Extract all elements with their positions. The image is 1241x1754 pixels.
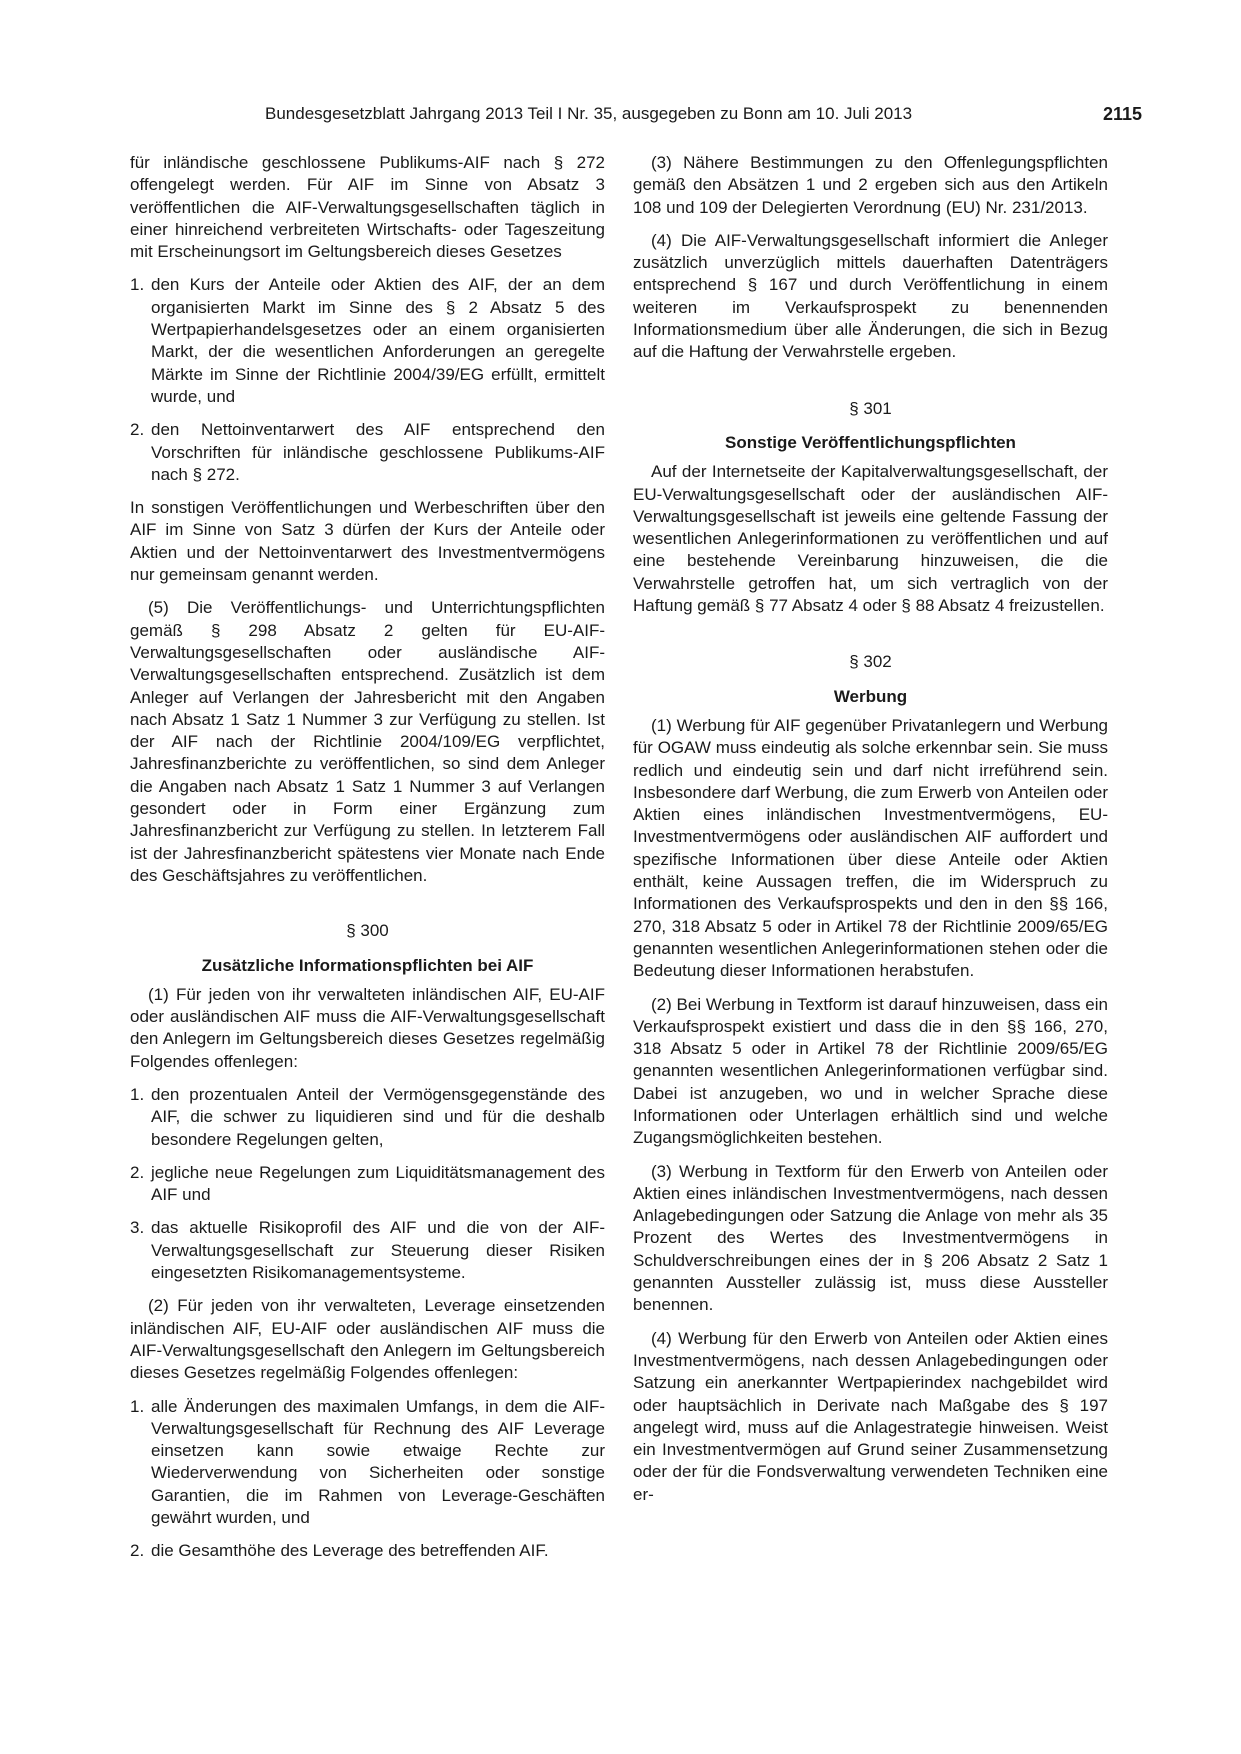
list-item [130,1217,605,1284]
list-item [130,1084,605,1151]
section-300-list-1 [130,1084,605,1284]
section-number-301: § 301 [849,398,892,418]
list-text: das aktuelle Risikoprofil des AIF und die von der AIF-Verwaltungsgesellschaft zur Steuerung dieser Risiken eingesetzten Risikomanagementsysteme. [151,1218,605,1283]
list-item [130,274,605,408]
paragraph-3: (3) Nähere Bestimmungen zu den Offenlegungspflichten gemäß den Absätzen 1 und 2 ergeben sich aus den Artikeln 108 und 109 der Delegierten Verordnung (EU) Nr. 231/2013. [633,153,1108,217]
list-item [130,1162,605,1207]
gazette-title: Bundesgesetzblatt Jahrgang 2013 Teil I Nr. 35, ausgegeben zu Bonn am 10. Juli 2013 [265,104,913,123]
list-text: die Gesamthöhe des Leverage des betreffenden AIF. [151,1541,549,1561]
left-column [130,152,605,1574]
section-302-paragraph-3: (3) Werbung in Textform für den Erwerb von Anteilen oder Aktien eines inländischen Investmentvermögens, nach dessen Anlagebedingungen oder Satzung die Anlage von mehr als 35 Prozent des Wertes des Investmentvermögens in Schuldverschreibungen eines der in § 206 Absatz 2 Satz 1 genannten Aussteller zulässig ist, muss diese Aussteller benennen. [633,1161,1108,1315]
list-number: 3. [130,1218,145,1238]
intro-paragraph: für inländische geschlossene Publikums-AIF nach § 272 offengelegt werden. Für AIF im Sinne von Absatz 3 veröffentlichen die AIF-Verwaltungsgesellschaften täglich in einer hinreichend verbreiteten Wirtschafts- oder Tageszeitung mit Erscheinungsort im Geltungsbereich dieses Gesetzes [130,153,605,262]
list-text: den prozentualen Anteil der Vermögensgegenstände des AIF, die schwer zu liquidieren sind und für die deshalb besondere Regelungen gelten, [151,1084,605,1149]
after-list-paragraph: In sonstigen Veröffentlichungen und Werbeschriften über den AIF im Sinne von Satz 3 dürfen der Kurs der Anteile oder Aktien und der Nettoinventarwert des Investmentvermögens nur gemeinsam genannt werden. [130,498,605,585]
list-text: den Nettoinventarwert des AIF entsprechend den Vorschriften für inländische geschlossene Publikums-AIF nach § 272. [151,420,605,484]
list-number: 1. [130,275,145,295]
section-301-text: Auf der Internetseite der Kapitalverwaltungsgesellschaft, der EU-Verwaltungsgesellschaft oder der ausländischen AIF-Verwaltungsgesellschaft ist jeweils eine geltende Fassung der wesentlichen Anlegerinformationen zu veröffentlichen und auf eine bestehende Vereinbarung hinzuweisen, die die Verwahrstelle getroffen hat, um sich vertraglich von der Haftung gemäß § 77 Absatz 4 oder § 88 Absatz 4 freizustellen. [633,462,1108,616]
section-300-paragraph-2: (2) Für jeden von ihr verwalteten, Leverage einsetzenden inländischen AIF, EU-AIF oder ausländischen AIF muss die AIF-Verwaltungsgesellschaft den Anlegern im Geltungsbereich dieses Gesetzes regelmäßig Folgendes offenlegen: [130,1296,605,1383]
list-text: jegliche neue Regelungen zum Liquiditätsmanagement des AIF und [151,1162,605,1205]
section-300-paragraph-1: (1) Für jeden von ihr verwalteten inländischen AIF, EU-AIF oder ausländischen AIF muss die AIF-Verwaltungsgesellschaft den Anlegern im Geltungsbereich dieses Gesetzes regelmäßig Folgendes offenlegen: [130,984,605,1071]
list-item [130,1396,605,1530]
section-number-302: § 302 [849,652,892,672]
list-number: 1. [130,1396,145,1416]
page-number: 2115 [1102,104,1142,124]
publication-list [130,274,605,486]
page-header [130,101,1142,127]
list-text: den Kurs der Anteile oder Aktien des AIF, der an dem organisierten Markt im Sinne des § 2 Absatz 5 des Wertpapierhandelsgesetzes oder an einem organisierten Markt, der die wesentlichen Anforderungen an geregelte Märkte im Sinne der Richtlinie 2004/39/EG erfüllt, ermittelt wurde, und [151,275,605,406]
section-302-paragraph-2: (2) Bei Werbung in Textform ist darauf hinzuweisen, dass ein Verkaufsprospekt existiert und dass die in den §§ 166, 270, 318 Absatz 5 oder in Artikel 78 der Richtlinie 2009/65/EG genannten wesentlichen Anlegerinformationen verfügbar sind. Dabei ist anzugeben, wo und in welcher Sprache diese Informationen oder Unterlagen erhältlich sind und welche Zugangsmöglichkeiten bestehen. [633,994,1108,1148]
right-column [633,152,1108,1517]
list-item [130,1540,605,1562]
paragraph-4: (4) Die AIF-Verwaltungsgesellschaft informiert die Anleger zusätzlich unverzüglich mittels dauerhaften Datenträgers entsprechend § 167 und durch Veröffentlichung in einem weiteren im Verkaufsprospekt zu benennenden Informationsmedium über alle Änderungen, die sich in Bezug auf die Haftung der Verwahrstelle ergeben. [633,230,1108,362]
section-302-paragraph-4: (4) Werbung für den Erwerb von Anteilen oder Aktien eines Investmentvermögens, nach dessen Anlagebedingungen oder Satzung ein anerkannter Wertpapierindex nachgebildet wird oder hauptsächlich in Derivate nach Maßgabe des § 197 angelegt wird, muss auf die Anlagestrategie hinweisen. Weist ein Investmentvermögen auf Grund seiner Zusammensetzung oder der für die Fondsverwaltung verwendeten Techniken eine er- [633,1328,1108,1504]
section-300-list-2 [130,1396,605,1563]
section-heading-301: Sonstige Veröffentlichungspflichten [725,432,1016,452]
paragraph-5: (5) Die Veröffentlichungs- und Unterrichtungspflichten gemäß § 298 Absatz 2 gelten für EU-AIF-Verwaltungsgesellschaften oder ausländische AIF-Verwaltungsgesellschaften entsprechend. Zusätzlich ist dem Anleger auf Verlangen der Jahresbericht mit den Angaben nach Absatz 1 Satz 1 Nummer 3 zur Verfügung zu stellen. Ist der AIF nach der Richtlinie 2004/109/EG verpflichtet, Jahresfinanzberichte zu veröffentlichen, so sind dem Anleger die Angaben nach Absatz 1 Satz 1 Nummer 3 auf Verlangen gesondert oder in Form einer Ergänzung zum Jahresfinanzbericht zur Verfügung zu stellen. In letzterem Fall ist der Jahresfinanzbericht spätestens vier Monate nach Ende des Geschäftsjahres zu veröffentlichen. [130,598,605,885]
list-text: alle Änderungen des maximalen Umfangs, in dem die AIF-Verwaltungsgesellschaft für Rechnung des AIF Leverage einsetzen kann sowie etwaige Rechte zur Wiederverwendung von Sicherheiten oder sonstige Garantien, die im Rahmen von Leverage-Geschäften gewährt wurden, und [151,1396,605,1528]
list-number: 2. [130,420,145,440]
list-number: 2. [130,1162,145,1182]
section-heading-300: Zusätzliche Informationspflichten bei AIF [201,955,534,975]
section-302-paragraph-1: (1) Werbung für AIF gegenüber Privatanlegern und Werbung für OGAW muss eindeutig als solche erkennbar sein. Sie muss redlich und eindeutig sein und darf nicht irreführend sein. Insbesondere darf Werbung, die zum Erwerb von Anteilen oder Aktien eines inländischen Investmentvermögens, EU-Investmentvermögens oder ausländischen AIF auffordert und spezifische Informationen über diese Anteile oder Aktien enthält, keine Aussagen treffen, die im Widerspruch zu Informationen des Verkaufsprospekts und den in den §§ 166, 270, 318 Absatz 5 oder in Artikel 78 der Richtlinie 2009/65/EG genannten wesentlichen Anlegerinformationen stehen oder die Bedeutung dieser Informationen herabstufen. [633,715,1108,981]
list-number: 1. [130,1084,145,1104]
section-heading-302: Werbung [833,686,908,706]
list-number: 2. [130,1541,145,1561]
list-item [130,419,605,486]
section-number-300: § 300 [346,921,389,941]
